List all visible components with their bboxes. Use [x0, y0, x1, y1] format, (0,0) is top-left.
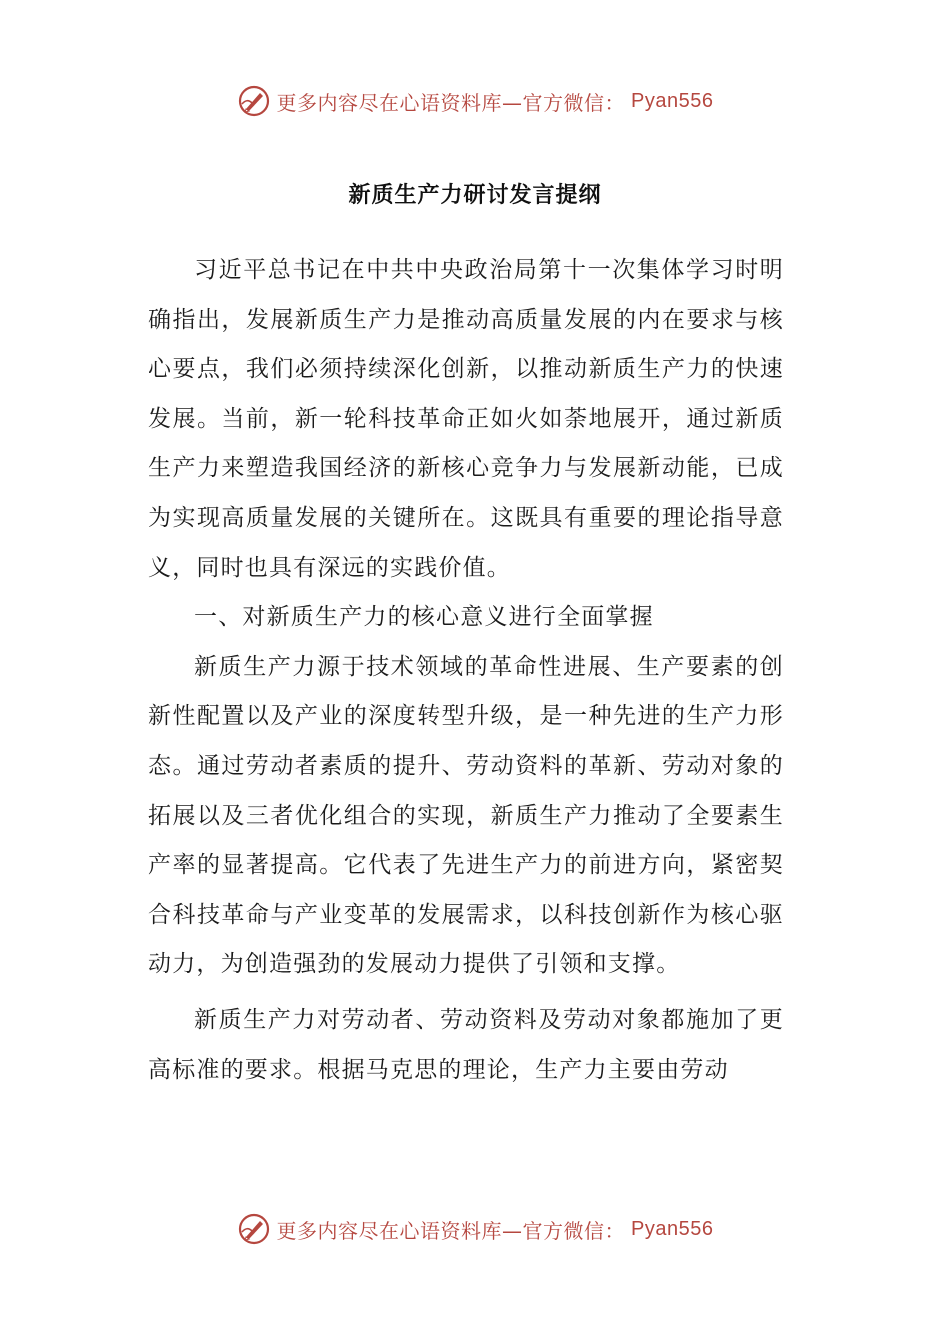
- document-body: [148, 246, 784, 1095]
- paragraph-definition: 新质生产力源于技术领域的革命性进展、生产要素的创新性配置以及产业的深度转型升级，是一种先进的生产力形态。通过劳动者素质的提升、劳动资料的革新、劳动对象的拓展以及三者优化组合的实现，新质生产力推动了全要素生产率的显著提高。它代表了先进生产力的前进方向，紧密契合科技革命与产业变革的发展需求，以科技创新作为核心驱动力，为创造强劲的发展动力提供了引领和支撑。: [148, 653, 784, 978]
- watermark-text: 更多内容尽在心语资料库—官方微信：: [276, 1218, 626, 1243]
- document-title: 新质生产力研讨发言提纲: [348, 183, 602, 208]
- watermark-text: 更多内容尽在心语资料库—官方微信：: [276, 90, 626, 115]
- pen-circle-logo-icon: [237, 1212, 271, 1246]
- watermark-wechat-id: Pyan556: [631, 1217, 714, 1240]
- paragraph-requirements: 新质生产力对劳动者、劳动资料及劳动对象都施加了更高标准的要求。根据马克思的理论，生产力主要由劳动: [148, 1006, 784, 1083]
- footer-watermark: [0, 1212, 950, 1246]
- pen-circle-logo-icon: [237, 84, 271, 118]
- header-watermark: [0, 84, 950, 118]
- paragraph-intro: 习近平总书记在中共中央政治局第十一次集体学习时明确指出，发展新质生产力是推动高质量发展的内在要求与核心要点，我们必须持续深化创新，以推动新质生产力的快速发展。当前，新一轮科技革命正如火如荼地展开，通过新质生产力来塑造我国经济的新核心竞争力与发展新动能，已成为实现高质量发展的关键所在。这既具有重要的理论指导意义，同时也具有深远的实践价值。: [148, 257, 784, 581]
- watermark-wechat-id: Pyan556: [631, 89, 714, 112]
- section-heading-1: 一、对新质生产力的核心意义进行全面掌握: [194, 604, 654, 631]
